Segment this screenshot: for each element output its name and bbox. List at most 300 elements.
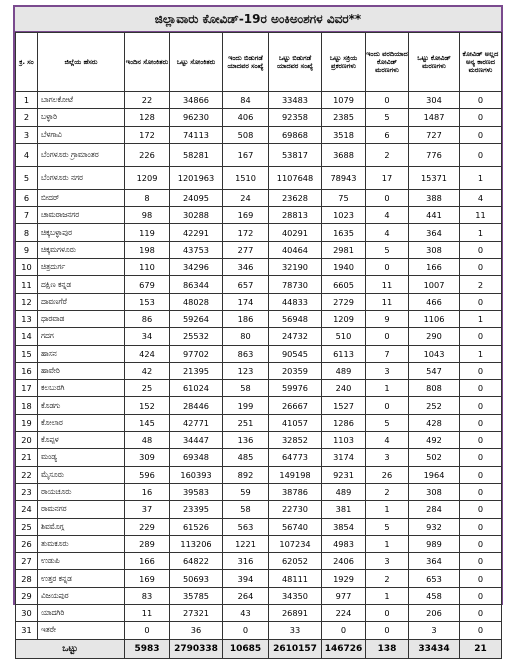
cell-today-cases: 679	[125, 276, 170, 293]
cell-today-discharged: 136	[223, 432, 269, 449]
cell-today-discharged: 485	[223, 449, 269, 466]
cell-other-deaths: 0	[460, 605, 502, 622]
cell-today-deaths: 5	[366, 518, 409, 535]
cell-total-cases: 97702	[170, 345, 223, 362]
cell-other-deaths: 1	[460, 166, 502, 189]
cell-active: 1527	[322, 397, 366, 414]
cell-other-deaths: 0	[460, 414, 502, 431]
cell-other-deaths: 0	[460, 259, 502, 276]
table-row	[16, 276, 502, 293]
cell-district: ಹಾವೇರಿ	[38, 362, 125, 379]
cell-total-cases: 113206	[170, 535, 223, 552]
table-row	[16, 535, 502, 552]
cell-other-deaths: 0	[460, 328, 502, 345]
cell-today-deaths: 7	[366, 345, 409, 362]
totals-active: 146726	[322, 639, 366, 658]
cell-sno: 11	[16, 276, 38, 293]
cell-today-discharged: 406	[223, 109, 269, 126]
table-row	[16, 345, 502, 362]
cell-today-cases: 145	[125, 414, 170, 431]
cell-active: 1209	[322, 310, 366, 327]
cell-today-cases: 25	[125, 380, 170, 397]
cell-total-cases: 86344	[170, 276, 223, 293]
cell-total-deaths: 441	[409, 207, 460, 224]
cell-active: 1286	[322, 414, 366, 431]
cell-sno: 15	[16, 345, 38, 362]
cell-other-deaths: 0	[460, 362, 502, 379]
cell-sno: 6	[16, 189, 38, 206]
cell-sno: 17	[16, 380, 38, 397]
cell-active: 3854	[322, 518, 366, 535]
cell-total-discharged: 26667	[269, 397, 322, 414]
cell-total-discharged: 62052	[269, 553, 322, 570]
cell-district: ಉಡುಪಿ	[38, 553, 125, 570]
cell-total-discharged: 56948	[269, 310, 322, 327]
cell-district: ರಾಮನಗರ	[38, 501, 125, 518]
cell-total-discharged: 69868	[269, 126, 322, 143]
cell-sno: 5	[16, 166, 38, 189]
cell-other-deaths: 0	[460, 293, 502, 310]
cell-today-cases: 172	[125, 126, 170, 143]
cell-today-cases: 309	[125, 449, 170, 466]
cell-total-deaths: 776	[409, 143, 460, 166]
cell-today-discharged: 58	[223, 501, 269, 518]
cell-total-cases: 21395	[170, 362, 223, 379]
cell-today-discharged: 1221	[223, 535, 269, 552]
table-row	[16, 570, 502, 587]
table-row	[16, 109, 502, 126]
table-row	[16, 293, 502, 310]
cell-today-deaths: 5	[366, 414, 409, 431]
header-sno: ಕ್ರ. ಸಂ	[16, 33, 38, 92]
cell-today-cases: 153	[125, 293, 170, 310]
cell-district: ಬೆಂಗಳೂರು ಗ್ರಾಮಾಂತರ	[38, 143, 125, 166]
cell-district: ಕೋಲಾರ	[38, 414, 125, 431]
cell-today-discharged: 169	[223, 207, 269, 224]
totals-other-deaths: 21	[460, 639, 502, 658]
cell-today-deaths: 9	[366, 310, 409, 327]
cell-active: 1940	[322, 259, 366, 276]
table-row	[16, 362, 502, 379]
cell-today-cases: 8	[125, 189, 170, 206]
cell-today-deaths: 1	[366, 535, 409, 552]
cell-total-cases: 1201963	[170, 166, 223, 189]
cell-today-cases: 1209	[125, 166, 170, 189]
cell-other-deaths: 0	[460, 92, 502, 109]
cell-active: 510	[322, 328, 366, 345]
cell-total-cases: 24095	[170, 189, 223, 206]
cell-total-discharged: 24732	[269, 328, 322, 345]
cell-today-cases: 0	[125, 622, 170, 639]
cell-today-discharged: 174	[223, 293, 269, 310]
cell-active: 1103	[322, 432, 366, 449]
cell-district: ಚಿಕ್ಕಬಳ್ಳಾಪುರ	[38, 224, 125, 241]
cell-today-cases: 289	[125, 535, 170, 552]
table-row	[16, 126, 502, 143]
cell-active: 2729	[322, 293, 366, 310]
cell-today-deaths: 2	[366, 143, 409, 166]
cell-other-deaths: 11	[460, 207, 502, 224]
cell-today-discharged: 394	[223, 570, 269, 587]
table-row	[16, 553, 502, 570]
cell-active: 6113	[322, 345, 366, 362]
cell-district: ದಾವಣಗೆರೆ	[38, 293, 125, 310]
cell-today-discharged: 199	[223, 397, 269, 414]
cell-total-discharged: 107234	[269, 535, 322, 552]
cell-district: ದಕ್ಷಿಣ ಕನ್ನಡ	[38, 276, 125, 293]
cell-today-deaths: 4	[366, 224, 409, 241]
cell-total-discharged: 34350	[269, 587, 322, 604]
cell-total-deaths: 308	[409, 241, 460, 258]
cell-sno: 10	[16, 259, 38, 276]
cell-total-deaths: 502	[409, 449, 460, 466]
totals-total-discharged: 2610157	[269, 639, 322, 658]
cell-total-discharged: 44833	[269, 293, 322, 310]
cell-total-cases: 59264	[170, 310, 223, 327]
cell-sno: 24	[16, 501, 38, 518]
cell-today-discharged: 657	[223, 276, 269, 293]
cell-today-discharged: 59	[223, 483, 269, 500]
cell-total-discharged: 59976	[269, 380, 322, 397]
table-row	[16, 622, 502, 639]
header-total-deaths: ಒಟ್ಟು ಕೋವಿಡ್ ಮರಣಗಳು	[409, 33, 460, 92]
table-row	[16, 483, 502, 500]
header-today-discharged: ಇಂದು ಬಿಡುಗಡೆ ಯಾದವರ ಸಂಖ್ಯೆ	[223, 33, 269, 92]
cell-total-cases: 58281	[170, 143, 223, 166]
cell-today-cases: 110	[125, 259, 170, 276]
cell-total-discharged: 1107648	[269, 166, 322, 189]
cell-total-discharged: 22730	[269, 501, 322, 518]
cell-total-discharged: 28813	[269, 207, 322, 224]
cell-total-deaths: 364	[409, 553, 460, 570]
table-row	[16, 605, 502, 622]
cell-total-deaths: 290	[409, 328, 460, 345]
cell-total-discharged: 20359	[269, 362, 322, 379]
cell-other-deaths: 0	[460, 397, 502, 414]
cell-today-discharged: 346	[223, 259, 269, 276]
cell-today-discharged: 80	[223, 328, 269, 345]
cell-today-discharged: 58	[223, 380, 269, 397]
cell-active: 2385	[322, 109, 366, 126]
cell-today-discharged: 43	[223, 605, 269, 622]
totals-today-cases: 5983	[125, 639, 170, 658]
cell-active: 78943	[322, 166, 366, 189]
cell-total-cases: 23395	[170, 501, 223, 518]
cell-today-deaths: 2	[366, 570, 409, 587]
cell-total-cases: 50693	[170, 570, 223, 587]
cell-today-deaths: 17	[366, 166, 409, 189]
cell-sno: 29	[16, 587, 38, 604]
cell-total-discharged: 33	[269, 622, 322, 639]
cell-today-cases: 424	[125, 345, 170, 362]
totals-total-cases: 2790338	[170, 639, 223, 658]
cell-district: ಚಿಕ್ಕಮಗಳೂರು	[38, 241, 125, 258]
cell-today-deaths: 4	[366, 207, 409, 224]
cell-other-deaths: 0	[460, 241, 502, 258]
cell-sno: 18	[16, 397, 38, 414]
cell-other-deaths: 1	[460, 310, 502, 327]
cell-today-cases: 34	[125, 328, 170, 345]
cell-today-discharged: 167	[223, 143, 269, 166]
cell-sno: 31	[16, 622, 38, 639]
cell-sno: 26	[16, 535, 38, 552]
cell-today-deaths: 4	[366, 432, 409, 449]
table-row	[16, 432, 502, 449]
cell-today-cases: 16	[125, 483, 170, 500]
cell-sno: 9	[16, 241, 38, 258]
cell-total-cases: 34296	[170, 259, 223, 276]
table-row	[16, 224, 502, 241]
cell-total-cases: 25532	[170, 328, 223, 345]
cell-today-cases: 37	[125, 501, 170, 518]
cell-total-deaths: 808	[409, 380, 460, 397]
cell-active: 9231	[322, 466, 366, 483]
cell-other-deaths: 0	[460, 126, 502, 143]
cell-total-cases: 74113	[170, 126, 223, 143]
cell-total-cases: 64822	[170, 553, 223, 570]
cell-total-deaths: 989	[409, 535, 460, 552]
cell-today-cases: 42	[125, 362, 170, 379]
cell-total-discharged: 38786	[269, 483, 322, 500]
cell-district: ಚಿತ್ರದುರ್ಗ	[38, 259, 125, 276]
cell-today-discharged: 84	[223, 92, 269, 109]
cell-sno: 4	[16, 143, 38, 166]
cell-total-discharged: 40464	[269, 241, 322, 258]
cell-today-discharged: 186	[223, 310, 269, 327]
cell-other-deaths: 0	[460, 380, 502, 397]
cell-sno: 22	[16, 466, 38, 483]
cell-total-deaths: 166	[409, 259, 460, 276]
cell-today-deaths: 1	[366, 501, 409, 518]
cell-other-deaths: 0	[460, 553, 502, 570]
cell-other-deaths: 4	[460, 189, 502, 206]
header-active: ಒಟ್ಟು ಸಕ್ರಿಯ ಪ್ರಕರಣಗಳು	[322, 33, 366, 92]
cell-today-deaths: 5	[366, 241, 409, 258]
cell-district: ಬೆಳಗಾವಿ	[38, 126, 125, 143]
cell-today-deaths: 0	[366, 622, 409, 639]
cell-today-deaths: 0	[366, 328, 409, 345]
table-row	[16, 189, 502, 206]
cell-total-deaths: 252	[409, 397, 460, 414]
cell-today-deaths: 1	[366, 587, 409, 604]
cell-district: ತುಮಕೂರು	[38, 535, 125, 552]
cell-today-deaths: 3	[366, 449, 409, 466]
cell-sno: 1	[16, 92, 38, 109]
cell-today-discharged: 892	[223, 466, 269, 483]
cell-sno: 23	[16, 483, 38, 500]
cell-today-discharged: 264	[223, 587, 269, 604]
cell-total-cases: 160393	[170, 466, 223, 483]
totals-today-deaths: 138	[366, 639, 409, 658]
cell-other-deaths: 2	[460, 276, 502, 293]
header-today-deaths: ಇಂದು ವರದಿಯಾದ ಕೋವಿಡ್ ಮರಣಗಳು	[366, 33, 409, 92]
cell-district: ಚಾಮರಾಜನಗರ	[38, 207, 125, 224]
cell-total-cases: 28446	[170, 397, 223, 414]
cell-today-cases: 169	[125, 570, 170, 587]
cell-district: ಗದಗ	[38, 328, 125, 345]
cell-district: ಬಾಗಲಕೋಟೆ	[38, 92, 125, 109]
report-frame	[13, 5, 503, 654]
table-row	[16, 518, 502, 535]
cell-active: 1929	[322, 570, 366, 587]
cell-total-deaths: 466	[409, 293, 460, 310]
cell-other-deaths: 0	[460, 587, 502, 604]
cell-today-discharged: 123	[223, 362, 269, 379]
header-district: ಜಿಲ್ಲೆಯ ಹೆಸರು	[38, 33, 125, 92]
page-title: ಜಿಲ್ಲಾವಾರು ಕೋವಿಡ್-19ರ ಅಂಕಿಅಂಶಗಳ ವಿವರ**	[15, 7, 501, 32]
cell-active: 1079	[322, 92, 366, 109]
cell-today-cases: 596	[125, 466, 170, 483]
cell-total-deaths: 3	[409, 622, 460, 639]
cell-other-deaths: 1	[460, 224, 502, 241]
cell-other-deaths: 0	[460, 518, 502, 535]
cell-district: ಕೊಡಗು	[38, 397, 125, 414]
table-body	[16, 92, 502, 640]
table-row	[16, 328, 502, 345]
table-row	[16, 92, 502, 109]
cell-total-cases: 27321	[170, 605, 223, 622]
cell-total-discharged: 149198	[269, 466, 322, 483]
cell-active: 3174	[322, 449, 366, 466]
cell-total-deaths: 304	[409, 92, 460, 109]
cell-total-discharged: 32852	[269, 432, 322, 449]
cell-total-deaths: 284	[409, 501, 460, 518]
cell-total-deaths: 727	[409, 126, 460, 143]
cell-total-deaths: 1007	[409, 276, 460, 293]
cell-other-deaths: 0	[460, 570, 502, 587]
cell-today-cases: 226	[125, 143, 170, 166]
cell-today-deaths: 0	[366, 605, 409, 622]
cell-today-discharged: 0	[223, 622, 269, 639]
table-row	[16, 259, 502, 276]
cell-active: 3518	[322, 126, 366, 143]
cell-today-discharged: 508	[223, 126, 269, 143]
cell-total-cases: 96230	[170, 109, 223, 126]
cell-sno: 28	[16, 570, 38, 587]
cell-other-deaths: 0	[460, 143, 502, 166]
cell-total-deaths: 492	[409, 432, 460, 449]
cell-today-deaths: 3	[366, 553, 409, 570]
cell-today-cases: 166	[125, 553, 170, 570]
cell-total-discharged: 33483	[269, 92, 322, 109]
cell-sno: 30	[16, 605, 38, 622]
cell-sno: 27	[16, 553, 38, 570]
cell-total-deaths: 206	[409, 605, 460, 622]
table-row	[16, 310, 502, 327]
cell-total-discharged: 26891	[269, 605, 322, 622]
cell-today-cases: 22	[125, 92, 170, 109]
cell-today-deaths: 0	[366, 259, 409, 276]
cell-sno: 3	[16, 126, 38, 143]
cell-total-discharged: 23628	[269, 189, 322, 206]
cell-other-deaths: 0	[460, 109, 502, 126]
cell-total-cases: 42291	[170, 224, 223, 241]
cell-other-deaths: 0	[460, 501, 502, 518]
cell-other-deaths: 0	[460, 483, 502, 500]
cell-total-deaths: 458	[409, 587, 460, 604]
cell-total-discharged: 41057	[269, 414, 322, 431]
table-row	[16, 587, 502, 604]
cell-today-deaths: 6	[366, 126, 409, 143]
cell-total-discharged: 92358	[269, 109, 322, 126]
cell-today-cases: 83	[125, 587, 170, 604]
cell-district: ಕೊಪ್ಪಳ	[38, 432, 125, 449]
district-stats-table	[15, 32, 502, 659]
totals-label: ಒಟ್ಟು	[16, 639, 125, 658]
cell-active: 4983	[322, 535, 366, 552]
cell-district: ಹಾಸನ	[38, 345, 125, 362]
cell-total-cases: 39583	[170, 483, 223, 500]
table-row	[16, 241, 502, 258]
cell-district: ಇತರೇ	[38, 622, 125, 639]
cell-active: 1023	[322, 207, 366, 224]
cell-today-cases: 98	[125, 207, 170, 224]
cell-district: ಉತ್ತರ ಕನ್ನಡ	[38, 570, 125, 587]
cell-today-deaths: 5	[366, 109, 409, 126]
cell-total-cases: 34866	[170, 92, 223, 109]
cell-total-deaths: 1964	[409, 466, 460, 483]
cell-district: ಮೈಸೂರು	[38, 466, 125, 483]
header-other-deaths: ಕೋವಿಡ್ ಅಲ್ಲದ ಅನ್ಯ ಕಾರಣದ ಮರಣಗಳು	[460, 33, 502, 92]
cell-total-discharged: 40291	[269, 224, 322, 241]
cell-active: 6605	[322, 276, 366, 293]
cell-active: 224	[322, 605, 366, 622]
cell-total-deaths: 1487	[409, 109, 460, 126]
cell-total-deaths: 428	[409, 414, 460, 431]
table-row	[16, 143, 502, 166]
cell-district: ಬಳ್ಳಾರಿ	[38, 109, 125, 126]
cell-today-deaths: 0	[366, 189, 409, 206]
cell-other-deaths: 0	[460, 622, 502, 639]
header-total-cases: ಒಟ್ಟು ಸೋಂಕಿತರು	[170, 33, 223, 92]
cell-active: 977	[322, 587, 366, 604]
cell-active: 3688	[322, 143, 366, 166]
cell-sno: 25	[16, 518, 38, 535]
table-row	[16, 501, 502, 518]
cell-district: ಕಲಬುರಗಿ	[38, 380, 125, 397]
cell-today-cases: 11	[125, 605, 170, 622]
header-today-cases: ಇಂದಿನ ಸೋಂಕಿತರು	[125, 33, 170, 92]
table-row	[16, 166, 502, 189]
totals-row	[16, 639, 502, 658]
cell-total-deaths: 1106	[409, 310, 460, 327]
cell-today-discharged: 563	[223, 518, 269, 535]
cell-total-cases: 30288	[170, 207, 223, 224]
cell-total-deaths: 932	[409, 518, 460, 535]
cell-total-deaths: 308	[409, 483, 460, 500]
cell-today-cases: 128	[125, 109, 170, 126]
cell-today-discharged: 172	[223, 224, 269, 241]
cell-district: ವಿಜಯಪುರ	[38, 587, 125, 604]
cell-total-discharged: 56740	[269, 518, 322, 535]
cell-sno: 16	[16, 362, 38, 379]
cell-active: 0	[322, 622, 366, 639]
cell-district: ಮಂಡ್ಯ	[38, 449, 125, 466]
cell-today-discharged: 277	[223, 241, 269, 258]
cell-total-cases: 48028	[170, 293, 223, 310]
cell-today-cases: 198	[125, 241, 170, 258]
cell-active: 75	[322, 189, 366, 206]
totals-total-deaths: 33434	[409, 639, 460, 658]
cell-other-deaths: 0	[460, 535, 502, 552]
cell-total-cases: 35785	[170, 587, 223, 604]
cell-today-deaths: 11	[366, 293, 409, 310]
header-total-discharged: ಒಟ್ಟು ಬಿಡುಗಡೆ ಯಾದವರ ಸಂಖ್ಯೆ	[269, 33, 322, 92]
cell-today-discharged: 251	[223, 414, 269, 431]
table-row	[16, 207, 502, 224]
cell-sno: 12	[16, 293, 38, 310]
header-row	[16, 33, 502, 92]
